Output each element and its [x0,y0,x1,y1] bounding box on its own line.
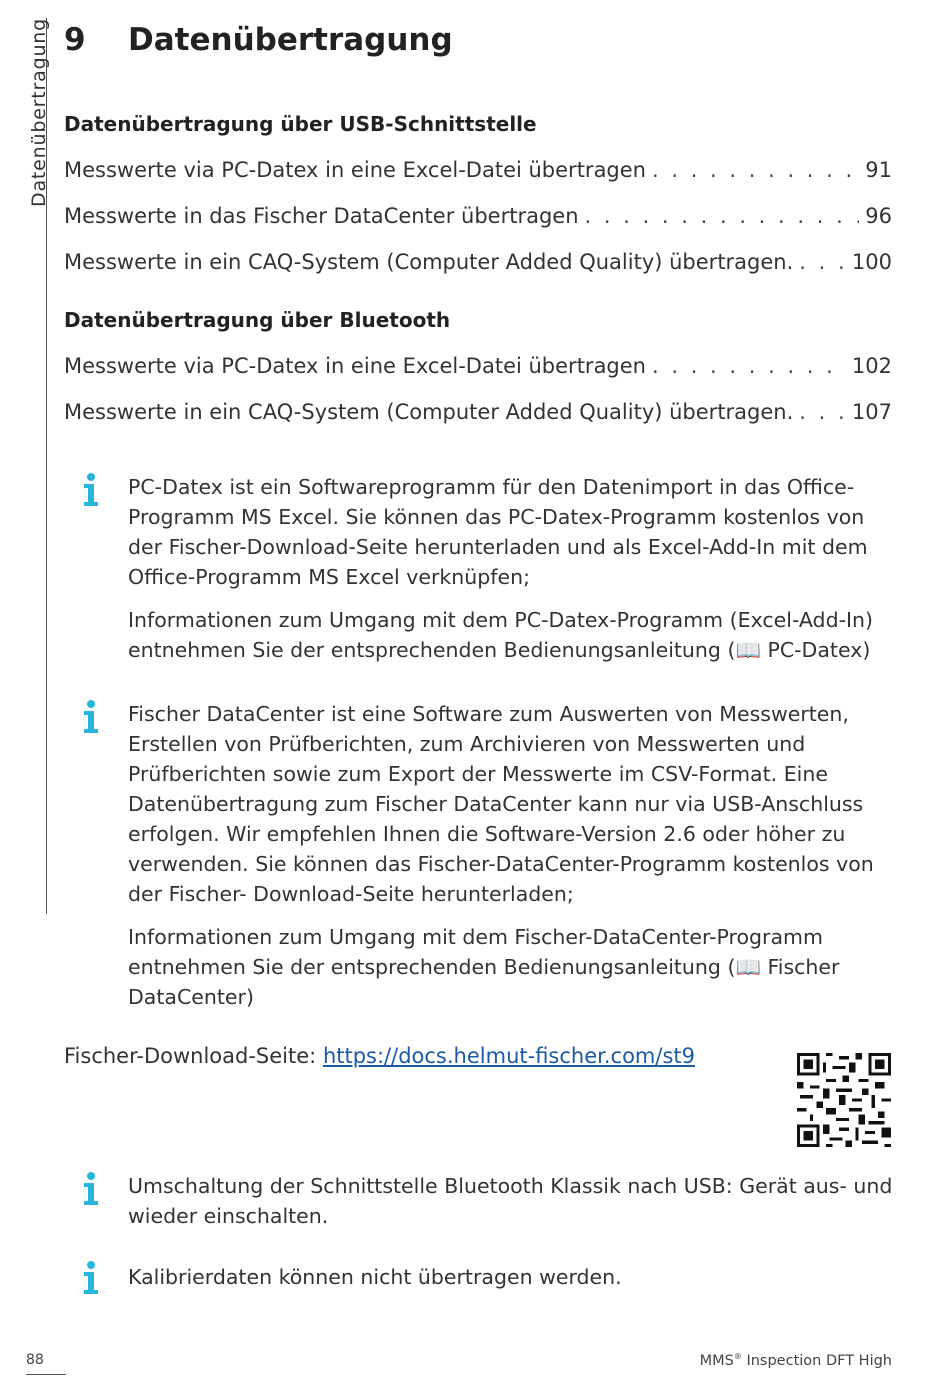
footer-title-rest: Inspection DFT High [741,1352,892,1369]
toc-entry-page: 96 [865,204,892,228]
info-icon [80,1171,102,1207]
info-icon [80,472,102,508]
toc-leader [585,204,860,228]
toc-entry-text: Messwerte in das Fischer DataCenter übertragen [64,204,579,228]
toc-entry-page: 100 [851,250,892,274]
toc-entry[interactable] [64,204,892,228]
chapter-heading [64,22,453,58]
note-paragraph: PC-Datex ist ein Softwareprogramm für den Datenimport in das Office-Programm MS Excel. Sie können das PC-Datex-Programm kostenlos von der Fischer-Download-Seite herunterladen und als Excel-Add-In mit dem Office-Programm MS Excel verknüpfen; [128,475,868,589]
download-label: Fischer-Download-Seite: [64,1044,317,1068]
toc-leader [799,400,846,424]
info-icon [80,699,102,735]
page-number: 88 [26,1352,66,1375]
toc-entry-page: 102 [851,354,892,378]
note-paragraph: Informationen zum Umgang mit dem Fischer-DataCenter-Programm entnehmen Sie der entsprechenden Bedienungsanleitung (📖 Fischer DataCenter) [128,925,840,1009]
toc-leader [799,250,846,274]
footer-product-title [700,1352,892,1369]
info-icon [80,1260,102,1296]
side-tab-label: Datenübertragung [28,18,50,207]
toc-entry-page: 91 [865,158,892,182]
registered-mark: ® [733,1352,742,1361]
qr-code [797,1053,891,1147]
download-line [64,1044,695,1068]
toc-leader [652,354,846,378]
side-tab [0,18,50,914]
note-paragraph: Umschaltung der Schnittstelle Bluetooth Klassik nach USB: Gerät aus- und wieder einschalten. [128,1174,893,1228]
toc-entry-page: 107 [851,400,892,424]
chapter-title: Datenübertragung [128,22,453,58]
toc-entry-text: Messwerte in ein CAQ-System (Computer Added Quality) übertragen. [64,400,794,424]
toc-entry-text: Messwerte in ein CAQ-System (Computer Added Quality) übertragen. [64,250,794,274]
section-heading-usb: Datenübertragung über USB-Schnittstelle [64,112,537,136]
toc-entry[interactable] [64,400,892,424]
note-paragraph: Fischer DataCenter ist eine Software zum Auswerten von Messwerten, Erstellen von Prüfberichten, zum Archivieren von Messwerten und Prüfberichten sowie zum Export der Messwerte im CSV-Format. Eine Datenübertragung zum Fischer DataCenter kann nur via USB-Anschluss erfolgen. Wir empfehlen Ihnen die Software-Version 2.6 oder höher zu verwenden. Sie können das Fischer-DataCenter-Programm kostenlos von der Fischer- Download-Seite herunterladen; [128,702,874,906]
info-note [128,472,898,678]
chapter-number: 9 [64,22,86,58]
section-heading-bluetooth: Datenübertragung über Bluetooth [64,308,451,332]
note-paragraph: Kalibrierdaten können nicht übertragen werden. [128,1265,622,1289]
download-link[interactable]: https://docs.helmut-fischer.com/st9 [322,1044,695,1068]
toc-entry[interactable] [64,250,892,274]
toc-entry[interactable] [64,158,892,182]
footer-title-main: MMS [699,1352,734,1369]
toc-entry-text: Messwerte via PC-Datex in eine Excel-Datei übertragen [64,354,646,378]
note-paragraph: Informationen zum Umgang mit dem PC-Datex-Programm (Excel-Add-In) entnehmen Sie der entsprechenden Bedienungsanleitung (📖 PC-Datex) [128,608,874,662]
toc-leader [652,158,859,182]
toc-entry[interactable] [64,354,892,378]
info-note [128,1171,898,1244]
info-note [128,699,898,1025]
info-note [128,1262,898,1305]
toc-entry-text: Messwerte via PC-Datex in eine Excel-Datei übertragen [64,158,646,182]
